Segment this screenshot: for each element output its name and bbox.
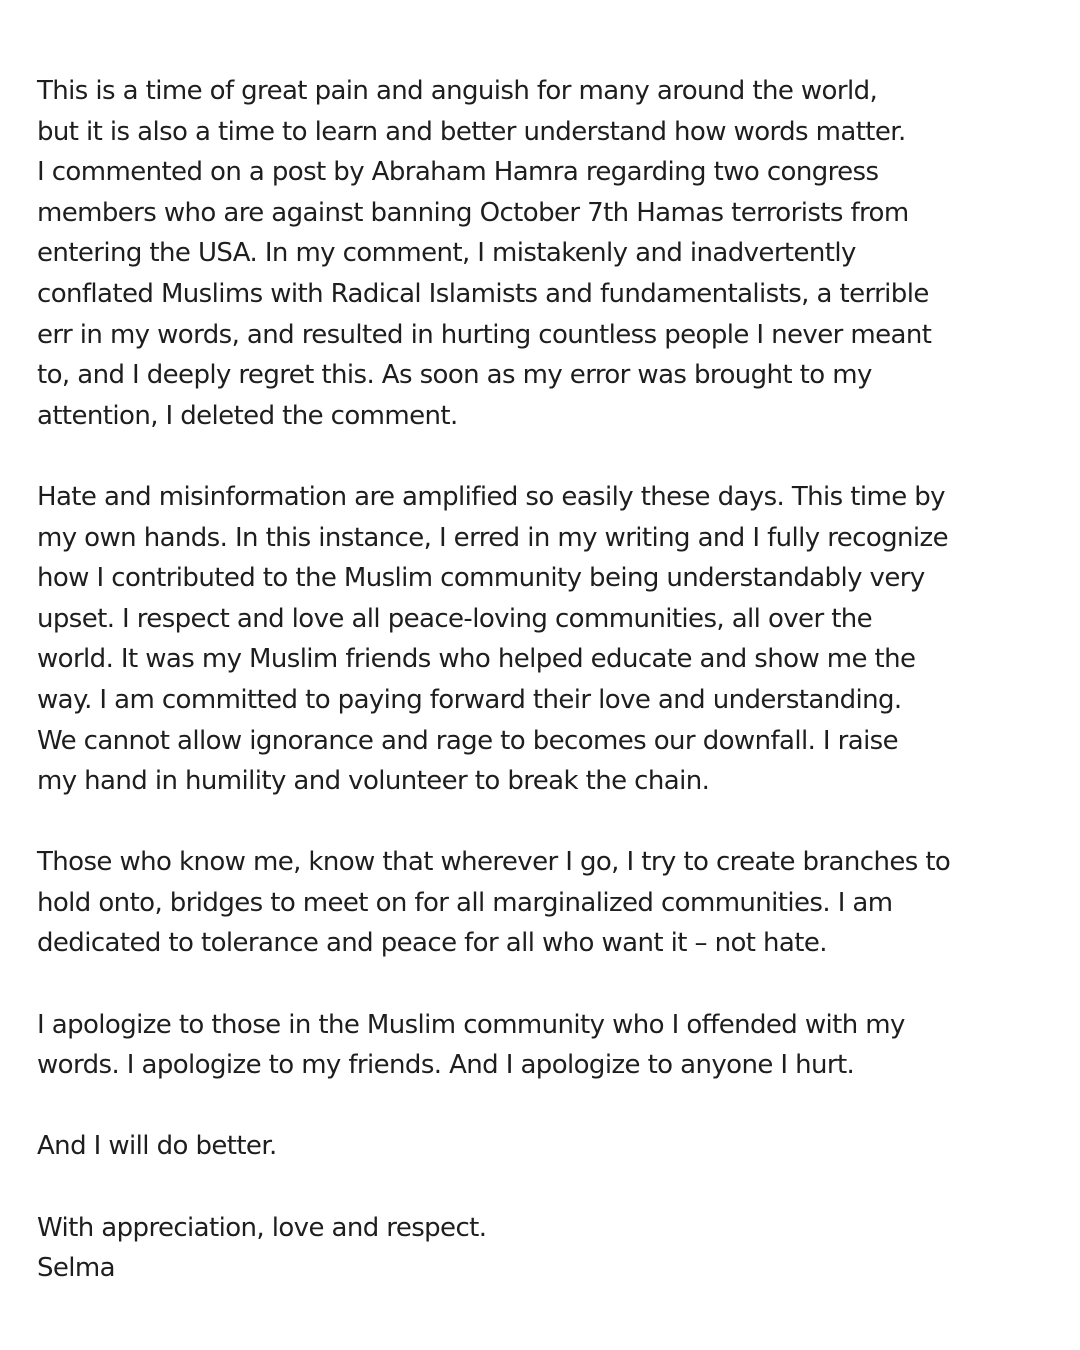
text-line: hold onto, bridges to meet on for all marginalized communities. I am <box>37 887 893 918</box>
text-line: Hate and misinformation are amplified so easily these days. This time by <box>37 481 945 512</box>
statement-document <box>37 71 1047 1289</box>
text-line: world. It was my Muslim friends who helped educate and show me the <box>37 644 916 675</box>
text-line: I apologize to those in the Muslim community who I offended with my <box>37 1009 905 1040</box>
paragraph-2 <box>37 477 1047 802</box>
text-line: dedicated to tolerance and peace for all who want it – not hate. <box>37 928 827 959</box>
text-line: members who are against banning October 7th Hamas terrorists from <box>37 197 909 228</box>
text-line: to, and I deeply regret this. As soon as my error was brought to my <box>37 360 872 391</box>
text-line: err in my words, and resulted in hurting countless people I never meant <box>37 319 932 350</box>
text-line: words. I apologize to my friends. And I apologize to anyone I hurt. <box>37 1050 855 1081</box>
text-line: but it is also a time to learn and better understand how words matter. <box>37 116 906 147</box>
text-line: my own hands. In this instance, I erred in my writing and I fully recognize <box>37 522 948 553</box>
text-line: attention, I deleted the comment. <box>37 400 458 431</box>
sign-off <box>37 1208 1047 1289</box>
paragraph-3 <box>37 842 1047 964</box>
text-line: conflated Muslims with Radical Islamists and fundamentalists, a terrible <box>37 278 929 309</box>
text-line: And I will do better. <box>37 1131 277 1162</box>
closing-line: With appreciation, love and respect. <box>37 1212 487 1243</box>
text-line: This is a time of great pain and anguish for many around the world, <box>37 76 878 106</box>
paragraph-4 <box>37 1005 1047 1086</box>
text-line: my hand in humility and volunteer to break the chain. <box>37 766 710 797</box>
signature: Selma <box>37 1253 115 1284</box>
text-line: I commented on a post by Abraham Hamra regarding two congress <box>37 157 879 188</box>
text-line: how I contributed to the Muslim community being understandably very <box>37 563 925 594</box>
text-line: entering the USA. In my comment, I mistakenly and inadvertently <box>37 238 856 269</box>
text-line: upset. I respect and love all peace-loving communities, all over the <box>37 603 873 634</box>
paragraph-5 <box>37 1126 1047 1167</box>
text-line: way. I am committed to paying forward their love and understanding. <box>37 684 902 715</box>
paragraph-1 <box>37 71 1047 436</box>
text-line: Those who know me, know that wherever I go, I try to create branches to <box>37 847 951 878</box>
text-line: We cannot allow ignorance and rage to becomes our downfall. I raise <box>37 725 899 756</box>
